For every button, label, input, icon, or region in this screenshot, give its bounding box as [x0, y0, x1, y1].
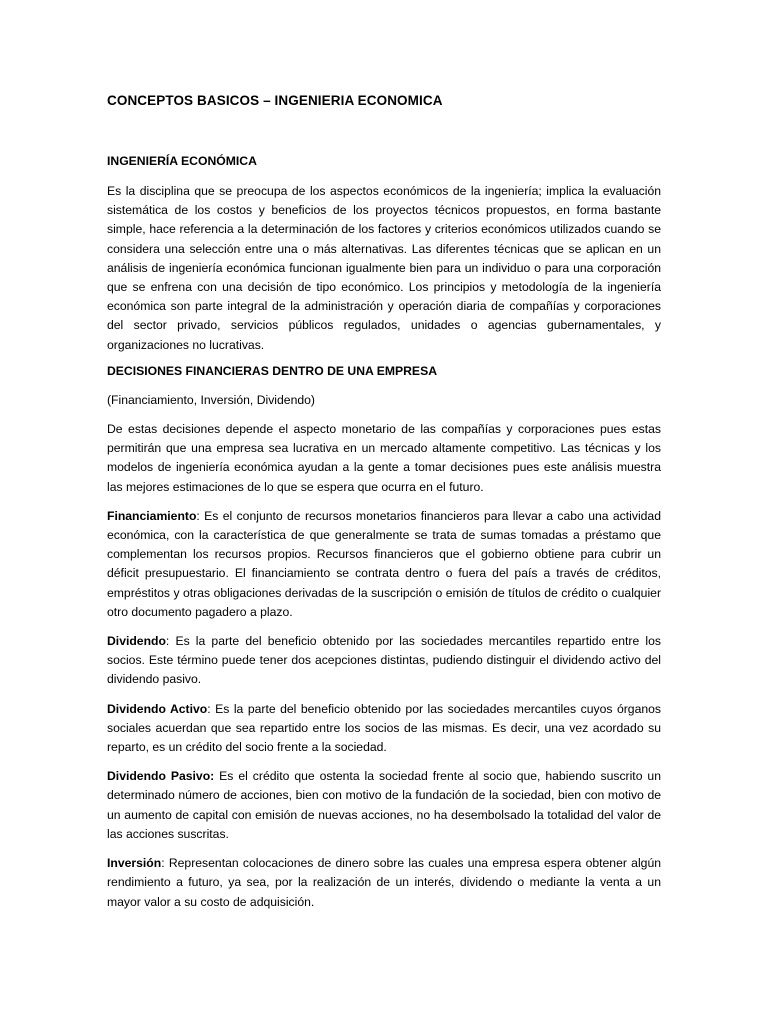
- definition-inversion: [107, 854, 661, 912]
- document-content: [107, 92, 661, 912]
- definition-financiamiento: [107, 507, 661, 622]
- definition-dividendo: [107, 632, 661, 690]
- definition-text: Es el crédito que ostenta la sociedad frente al socio que, habiendo suscrito un determinado número de acciones, bien con motivo de la fundación de la sociedad, bien con motivo de un aumento de capital con emisión de nuevas acciones, no ha desembolsado la totalidad del valor de las acciones suscritas.: [107, 769, 661, 841]
- definition-dividendo-activo: [107, 700, 661, 758]
- definition-text: : Es el conjunto de recursos monetarios financieros para llevar a cabo una actividad económica, con la característica de que generalmente se trata de sumas tomadas a préstamo que complementan los recursos propios. Recursos financieros que el gobierno obtiene para cubrir un déficit presupuestario. El financiamiento se contrata dentro o fuera del país a través de créditos, empréstitos y otras obligaciones derivadas de la suscripción o emisión de títulos de crédito o cualquier otro documento pagadero a plazo.: [107, 508, 661, 619]
- section-heading-decisiones-financieras: DECISIONES FINANCIERAS DENTRO DE UNA EMPRESA: [107, 363, 437, 378]
- section-body-ingenieria-economica: Es la disciplina que se preocupa de los aspectos económicos de la ingeniería; implica la evaluación sistemática de los costos y beneficios de los proyectos técnicos propuestos, en forma bastante simple, hace referencia a la determinación de los factores y criterios económicos utilizados cuando se considera una selección entre una o más alternativas. Las diferentes técnicas que se aplican en un análisis de ingeniería económica funcionan igualmente bien para un individuo o para una corporación que se enfrena con una decisión de tipo económico. Los principios y metodología de la ingeniería económica son parte integral de la administración y operación diaria de compañías y corporaciones del sector privado, servicios públicos regulados, unidades o agencias gubernamentales, y organizaciones no lucrativas.: [107, 184, 661, 352]
- definition-text: : Es la parte del beneficio obtenido por las sociedades mercantiles cuyos órganos sociales acuerdan que sea repartido entre los socios de las mismas. Es decir, una vez acordado su reparto, es un crédito del socio frente a la sociedad.: [107, 701, 661, 755]
- section-body-decisiones: De estas decisiones depende el aspecto monetario de las compañías y corporaciones pues estas permitirán que una empresa sea lucrativa en un mercado altamente competitivo. Las técnicas y los modelos de ingeniería económica ayudan a la gente a tomar decisiones pues este análisis muestra las mejores estimaciones de lo que se espera que ocurra en el futuro.: [107, 422, 661, 494]
- section-heading-ingenieria-economica: INGENIERÍA ECONÓMICA: [107, 154, 257, 168]
- definition-text: : Es la parte del beneficio obtenido por las sociedades mercantiles repartido entre los socios. Este término puede tener dos acepciones distintas, pudiendo distinguir el dividendo activo del dividendo pasivo.: [107, 634, 661, 687]
- definition-term: Inversión: [107, 856, 162, 871]
- definition-text: : Representan colocaciones de dinero sobre las cuales una empresa espera obtener algún rendimiento a futuro, ya sea, por la realización de un interés, dividendo o mediante la venta a un mayor valor a su costo de adquisición.: [107, 856, 661, 909]
- definition-term: Dividendo Pasivo:: [107, 769, 215, 784]
- definition-dividendo-pasivo: [107, 767, 661, 844]
- definition-term: Financiamiento: [107, 508, 197, 523]
- document-title: CONCEPTOS BASICOS – INGENIERIA ECONOMICA: [107, 93, 443, 108]
- definition-term: Dividendo Activo: [107, 701, 208, 716]
- section-subtitle: (Financiamiento, Inversión, Dividendo): [107, 392, 315, 407]
- definition-term: Dividendo: [107, 634, 166, 649]
